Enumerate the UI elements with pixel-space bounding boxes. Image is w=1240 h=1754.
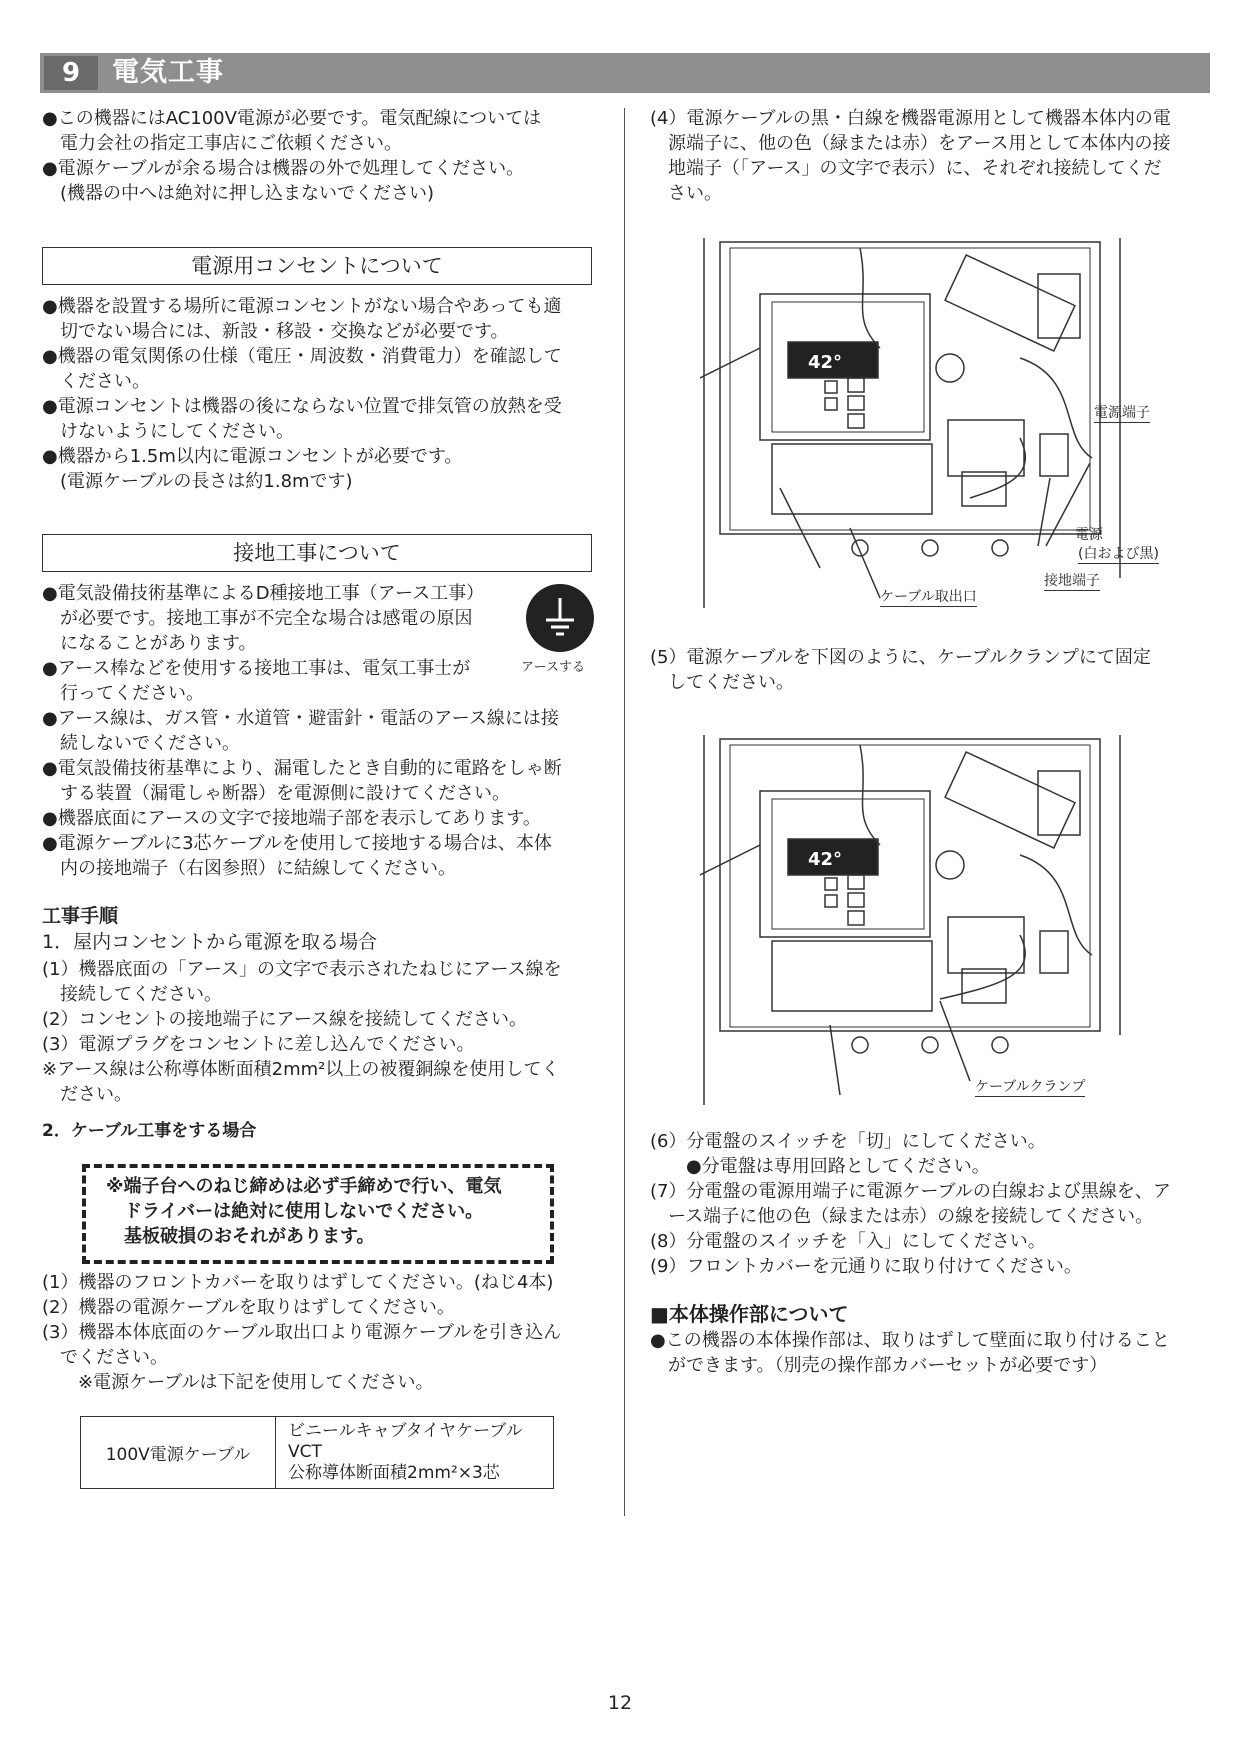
outlet-line: (電源ケーブルの長さは約1.8mです) [42,471,353,492]
case1-line: (1）機器底面の「アース」の文字で表示されたねじにアース線を [42,959,562,980]
outlet-line: ●機器の電気関係の仕様（電圧・周波数・消費電力）を確認して [42,346,562,367]
ground-line: ●機器底面にアースの文字で接地端子部を表示してあります。 [42,808,541,829]
step5-block [650,645,1151,695]
case2-line: (2）機器の電源ケーブルを取りはずしてください。 [42,1297,455,1318]
wiring-figure-1 [700,238,1140,608]
outlet-line: けないようにしてください。 [42,421,294,442]
intro-line: ●この機器にはAC100V電源が必要です。電気配線については [42,108,542,129]
cable-spec-line: 公称導体断面積2mm²×3芯 [288,1463,500,1483]
ground-line: が必要です。接地工事が不完全な場合は感電の原因 [42,608,473,629]
outlet-block [42,294,562,494]
control-heading: ■本体操作部について [650,1302,849,1326]
temperature-display: 42° [808,849,843,870]
intro-line: ●電源ケーブルが余る場合は機器の外で処理してください。 [42,158,525,179]
step5-line: (5）電源ケーブルを下図のように、ケーブルクランプにて固定 [650,647,1151,668]
intro-block [42,106,541,206]
ground-line: ●電気設備技術基準により、漏電したとき自動的に電路をしゃ断 [42,758,562,779]
page-number: 12 [607,1692,633,1714]
case1-title: 1．屋内コンセントから電源を取る場合 [42,931,378,953]
label-cable-outlet: ケーブル取出口 [880,586,977,607]
step-line: (8）分電盤のスイッチを「入」にしてください。 [650,1231,1046,1252]
ground-line: する装置（漏電しゃ断器）を電源側に設けてください。 [42,783,510,804]
cable-spec-line: VCT [288,1442,322,1462]
case2-line: でください。 [42,1347,168,1368]
step-line: (9）フロントカバーを元通りに取り付けてください。 [650,1256,1082,1277]
case1-line: (2）コンセントの接地端子にアース線を接続してください。 [42,1009,528,1030]
outlet-line: ●機器から1.5m以内に電源コンセントが必要です。 [42,446,463,467]
table-row [81,1417,554,1489]
case1-line: ※アース線は公称導体断面積2mm²以上の被覆銅線を使用してく [42,1059,560,1080]
warning-line: ※端子台へのねじ締めは必ず手締めで行い、電気 [106,1176,502,1197]
ground-line: になることがあります。 [42,633,257,654]
ground-heading: 接地工事について [42,534,592,572]
case1-line: ださい。 [42,1084,132,1105]
step4-line: (4）電源ケーブルの黒・白線を機器電源用として機器本体内の電 [650,108,1171,129]
case2-line: (1）機器のフロントカバーを取りはずしてください。(ねじ4本) [42,1272,554,1293]
steps-after-block [650,1129,1171,1279]
label-power-terminal: 電源端子 [1094,402,1150,423]
wiring-figure-2 [700,735,1140,1105]
control-block [650,1328,1170,1378]
section-number: 9 [44,56,98,90]
column-divider [624,108,625,1516]
step-line: ース端子に他の色（緑または赤）の線を接続してください。 [650,1206,1154,1227]
control-line: ●この機器の本体操作部は、取りはずして壁面に取り付けること [650,1330,1170,1351]
procedure-title: 工事手順 [42,905,119,927]
temperature-display: 42° [808,352,843,373]
step-line: ●分電盤は専用回路としてください。 [650,1156,990,1177]
ground-block [42,581,562,881]
label-power-sub: (白および黒) [1078,543,1159,564]
ground-line: ●アース棒などを使用する接地工事は、電気工事士が [42,658,471,679]
cable-name-cell: 100V電源ケーブル [81,1417,276,1489]
ground-line: ●電気設備技術基準によるD種接地工事（アース工事） [42,583,485,604]
case1-line: 接続してください。 [42,984,222,1005]
case1-block [42,957,562,1107]
case2-line: (3）機器本体底面のケーブル取出口より電源ケーブルを引き込ん [42,1322,562,1343]
case2-line: ※電源ケーブルは下記を使用してください。 [42,1372,434,1393]
step4-line: さい。 [650,183,722,204]
earth-label: アースする [521,660,585,675]
step4-block [650,106,1171,206]
intro-line: 電力会社の指定工事店にご依頼ください。 [42,133,402,154]
outlet-line: ください。 [42,371,150,392]
case2-title: 2．ケーブル工事をする場合 [42,1121,257,1141]
outlet-heading: 電源用コンセントについて [42,247,592,285]
outlet-line: ●機器を設置する場所に電源コンセントがない場合やあっても適 [42,296,562,317]
cable-spec-table [80,1416,554,1489]
label-power: 電源 [1075,527,1103,543]
section-title: 電気工事 [112,57,224,88]
control-line: ができます。（別売の操作部カバーセットが必要です） [650,1355,1108,1376]
case2-block [42,1270,561,1395]
earth-icon [526,584,594,652]
step5-line: してください。 [650,672,794,693]
step4-line: 源端子に、他の色（緑または赤）をアース用として本体内の接 [650,133,1171,154]
ground-line: 続しないでください。 [42,733,240,754]
ground-line: ●電源ケーブルに3芯ケーブルを使用して接地する場合は、本体 [42,833,552,854]
outlet-line: 切でない場合には、新設・移設・交換などが必要です。 [42,321,509,342]
ground-line: ●アース線は、ガス管・水道管・避雷針・電話のアース線には接 [42,708,559,729]
label-ground-terminal: 接地端子 [1044,570,1100,591]
intro-line: (機器の中へは絶対に押し込まないでください) [42,183,435,204]
cable-spec-line: ビニールキャブタイヤケーブル [288,1421,523,1441]
warning-box [82,1164,554,1264]
ground-line: 行ってください。 [42,683,204,704]
case1-line: (3）電源プラグをコンセントに差し込んでください。 [42,1034,475,1055]
label-cable-clamp: ケーブルクランプ [975,1076,1085,1097]
warning-line: ドライバーは絶対に使用しないでください。 [106,1201,484,1222]
step4-line: 地端子（「アース」の文字で表示）に、それぞれ接続してくだ [650,158,1162,179]
cable-spec-cell [276,1417,554,1489]
step-line: (6）分電盤のスイッチを「切」にしてください。 [650,1131,1046,1152]
ground-line: 内の接地端子（右図参照）に結線してください。 [42,858,456,879]
step-line: (7）分電盤の電源用端子に電源ケーブルの白線および黒線を、ア [650,1181,1171,1202]
warning-line: 基板破損のおそれがあります。 [106,1226,375,1247]
outlet-line: ●電源コンセントは機器の後にならない位置で排気管の放熱を受 [42,396,562,417]
